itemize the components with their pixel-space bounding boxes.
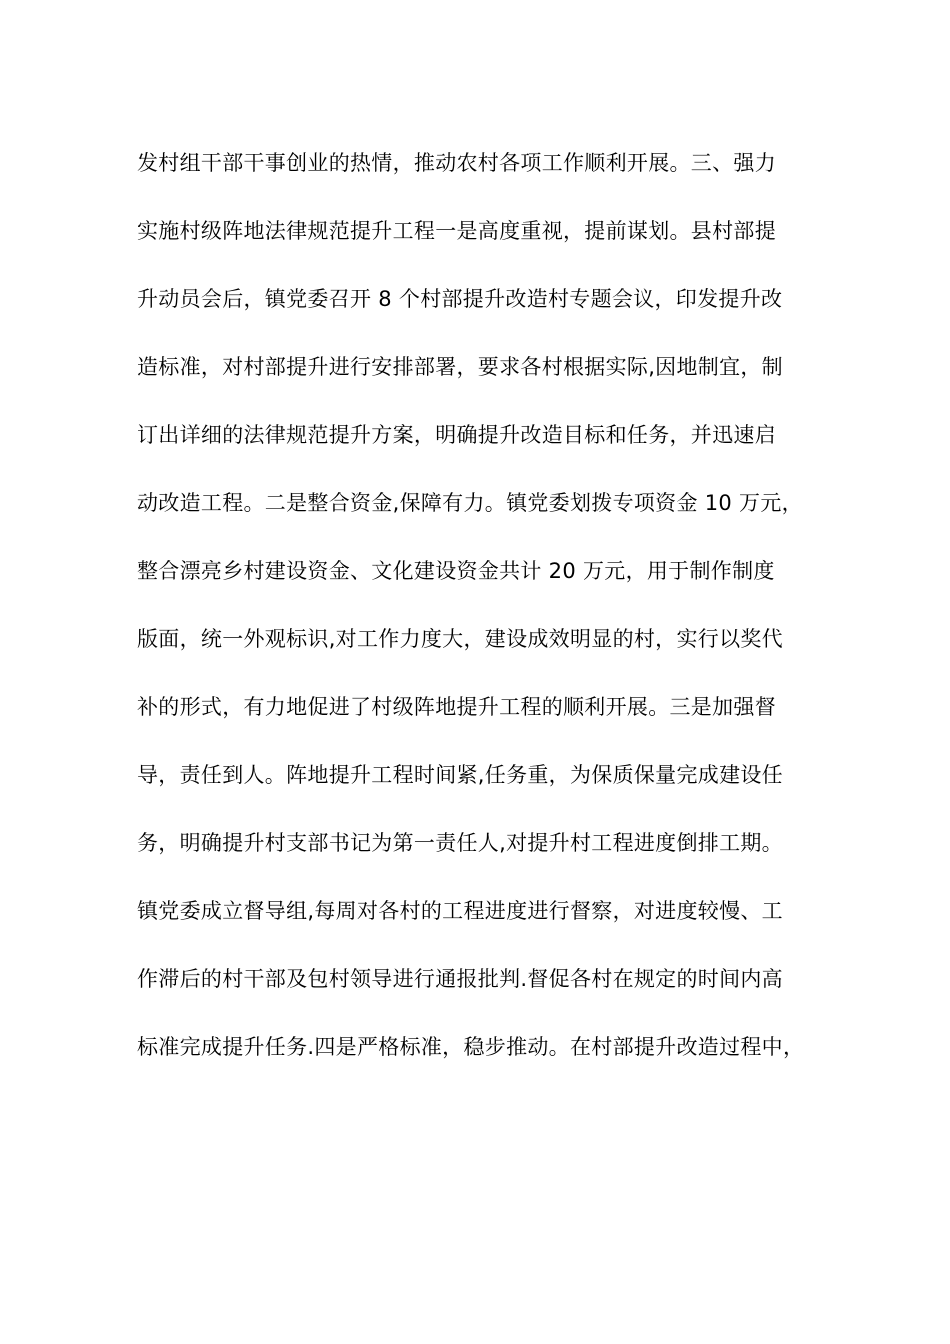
text-line: 版面，统一外观标识,对工作力度大，建设成效明显的村，实行以奖代 (137, 627, 783, 651)
text-line: 实施村级阵地法律规范提升工程一是高度重视，提前谋划。县村部提 (137, 219, 776, 243)
text-line: 订出详细的法律规范提升方案，明确提升改造目标和任务，并迅速启 (137, 423, 776, 447)
body-text (137, 140, 827, 1092)
text-line: 发村组干部干事创业的热情，推动农村各项工作顺利开展。三、强力 (137, 151, 776, 175)
text-line: 标准完成提升任务.四是严格标准，稳步推动。在村部提升改造过程中， (137, 1035, 805, 1059)
text-line: 作滞后的村干部及包村领导进行通报批判.督促各村在规定的时间内高 (137, 967, 783, 991)
text-line: 务，明确提升村支部书记为第一责任人,对提升村工程进度倒排工期。 (137, 831, 783, 855)
text-line: 导，责任到人。阵地提升工程时间紧,任务重，为保质保量完成建设任 (137, 763, 783, 787)
text-line: 造标准，对村部提升进行安排部署，要求各村根据实际,因地制宜，制 (137, 355, 783, 379)
text-line: 补的形式，有力地促进了村级阵地提升工程的顺利开展。三是加强督 (137, 695, 776, 719)
text-line: 动改造工程。二是整合资金,保障有力。镇党委划拨专项资金 10 万元， (137, 491, 803, 515)
text-line: 升动员会后，镇党委召开 8 个村部提升改造村专题会议，印发提升改 (137, 287, 783, 311)
text-line: 整合漂亮乡村建设资金、文化建设资金共计 20 万元，用于制作制度 (137, 559, 775, 583)
text-line: 镇党委成立督导组,每周对各村的工程进度进行督察，对进度较慢、工 (137, 899, 783, 923)
